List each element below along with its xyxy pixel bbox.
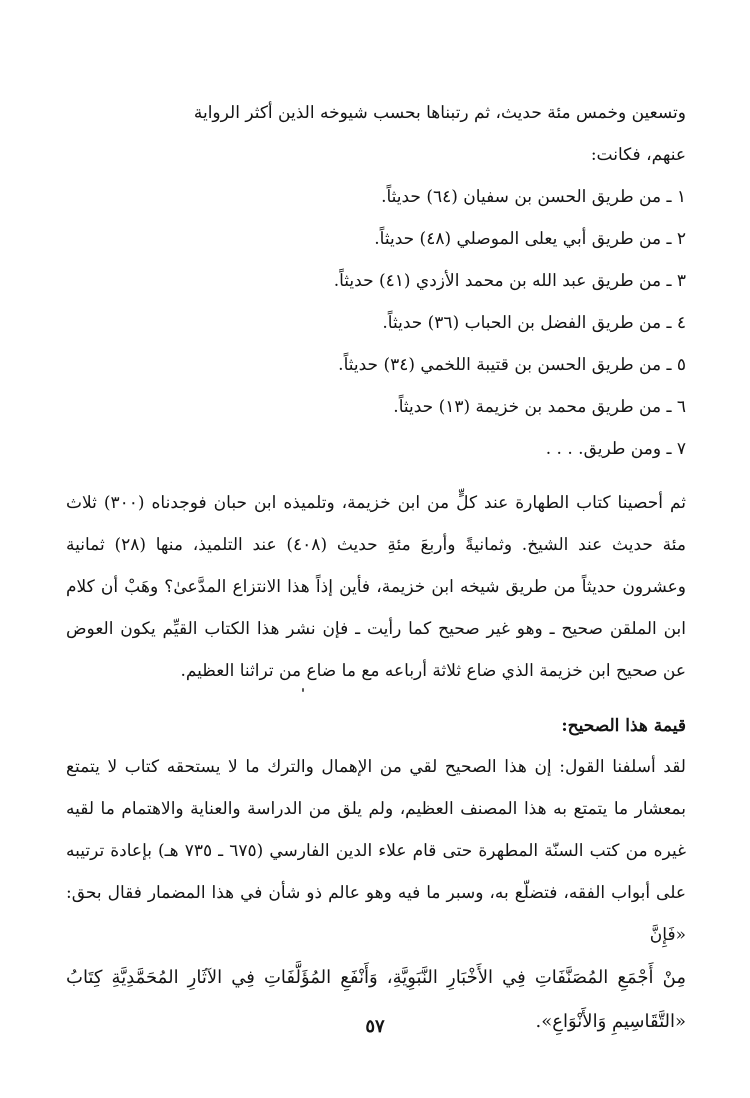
list-item: ٥ ـ من طريق الحسن بن قتيبة اللخمي (٣٤) حديثاً. bbox=[338, 355, 686, 375]
page-number: ٥٧ bbox=[365, 1016, 385, 1037]
list-item: ٤ ـ من طريق الفضل بن الحباب (٣٦) حديثاً. bbox=[382, 313, 686, 333]
list-item: ٢ ـ من طريق أبي يعلى الموصلي (٤٨) حديثاً. bbox=[374, 229, 686, 249]
paragraph-value: لقد أسلفنا القول: إن هذا الصحيح لقي من الإهمال والترك ما لا يستحقه كتاب لا يتمتع بمعشار ما يتمتع به هذا المصنف العظيم، ولم يلق من الدراسة والعناية والاهتمام ما لقيه غيره من كتب السنّة المطهرة حتى قام علاء الدين الفارسي (٦٧٥ ـ ٧٣٥ هـ) بإعادة ترتيبه على أبواب الفقه، فتضلّع به، وسبر ما فيه وهو عالم ذو شأن في هذا المضمار فقال بحق: «فَإِنَّ bbox=[66, 757, 686, 945]
page-body bbox=[66, 92, 686, 1044]
list-item: ٦ ـ من طريق محمد بن خزيمة (١٣) حديثاً. bbox=[393, 397, 686, 417]
list-item: ٧ ـ ومن طريق. . . . bbox=[545, 439, 686, 459]
intro-paragraph bbox=[66, 92, 686, 176]
list-item: ١ ـ من طريق الحسن بن سفيان (٦٤) حديثاً. bbox=[381, 187, 686, 207]
stray-mark bbox=[302, 688, 304, 692]
intro-line-1: وتسعين وخمس مئة حديث، ثم رتبناها بحسب شيوخه الذين أكثر الرواية bbox=[193, 103, 686, 123]
quoted-text: مِنْ أَجْمَعِ المُصَنَّفَاتِ فِي الأَخْبَارِ النَّبَوِيَّةِ، وَأَنْفَعِ المُؤَلَّفَاتِ فِي الآثَارِ المُحَمَّدِيَّةِ كِتَابُ «التَّقَاسِيمِ وَالأَنْوَاعِ». bbox=[66, 967, 686, 1032]
routes-list bbox=[66, 176, 686, 470]
intro-line-2: عنهم، فكانت: bbox=[590, 145, 686, 165]
paragraph-tahara-count: ثم أحصينا كتاب الطهارة عند كلٍّ من ابن خزيمة، وتلميذه ابن حبان فوجدناه (٣٠٠) ثلاث مئة حديث عند الشيخ. وثمانيةً وأربعَ مئةِ حديث (٤٠٨) عند التلميذ، منها (٢٨) ثمانية وعشرون حديثاً من طريق شيخه ابن خزيمة، فأين إذاً هذا الانتزاع المدَّعىٰ؟ وهَبْ أن كلام ابن الملقن صحيح ـ وهو غير صحيح كما رأيت ـ فإن نشر هذا الكتاب القيِّم يكون العوض عن صحيح ابن خزيمة الذي ضاع ثلاثة أرباعه مع ما ضاع من تراثنا العظيم. bbox=[66, 493, 686, 681]
list-item: ٣ ـ من طريق عبد الله بن محمد الأزدي (٤١) حديثاً. bbox=[333, 271, 686, 291]
section-heading: قيمة هذا الصحيح: bbox=[561, 716, 686, 736]
